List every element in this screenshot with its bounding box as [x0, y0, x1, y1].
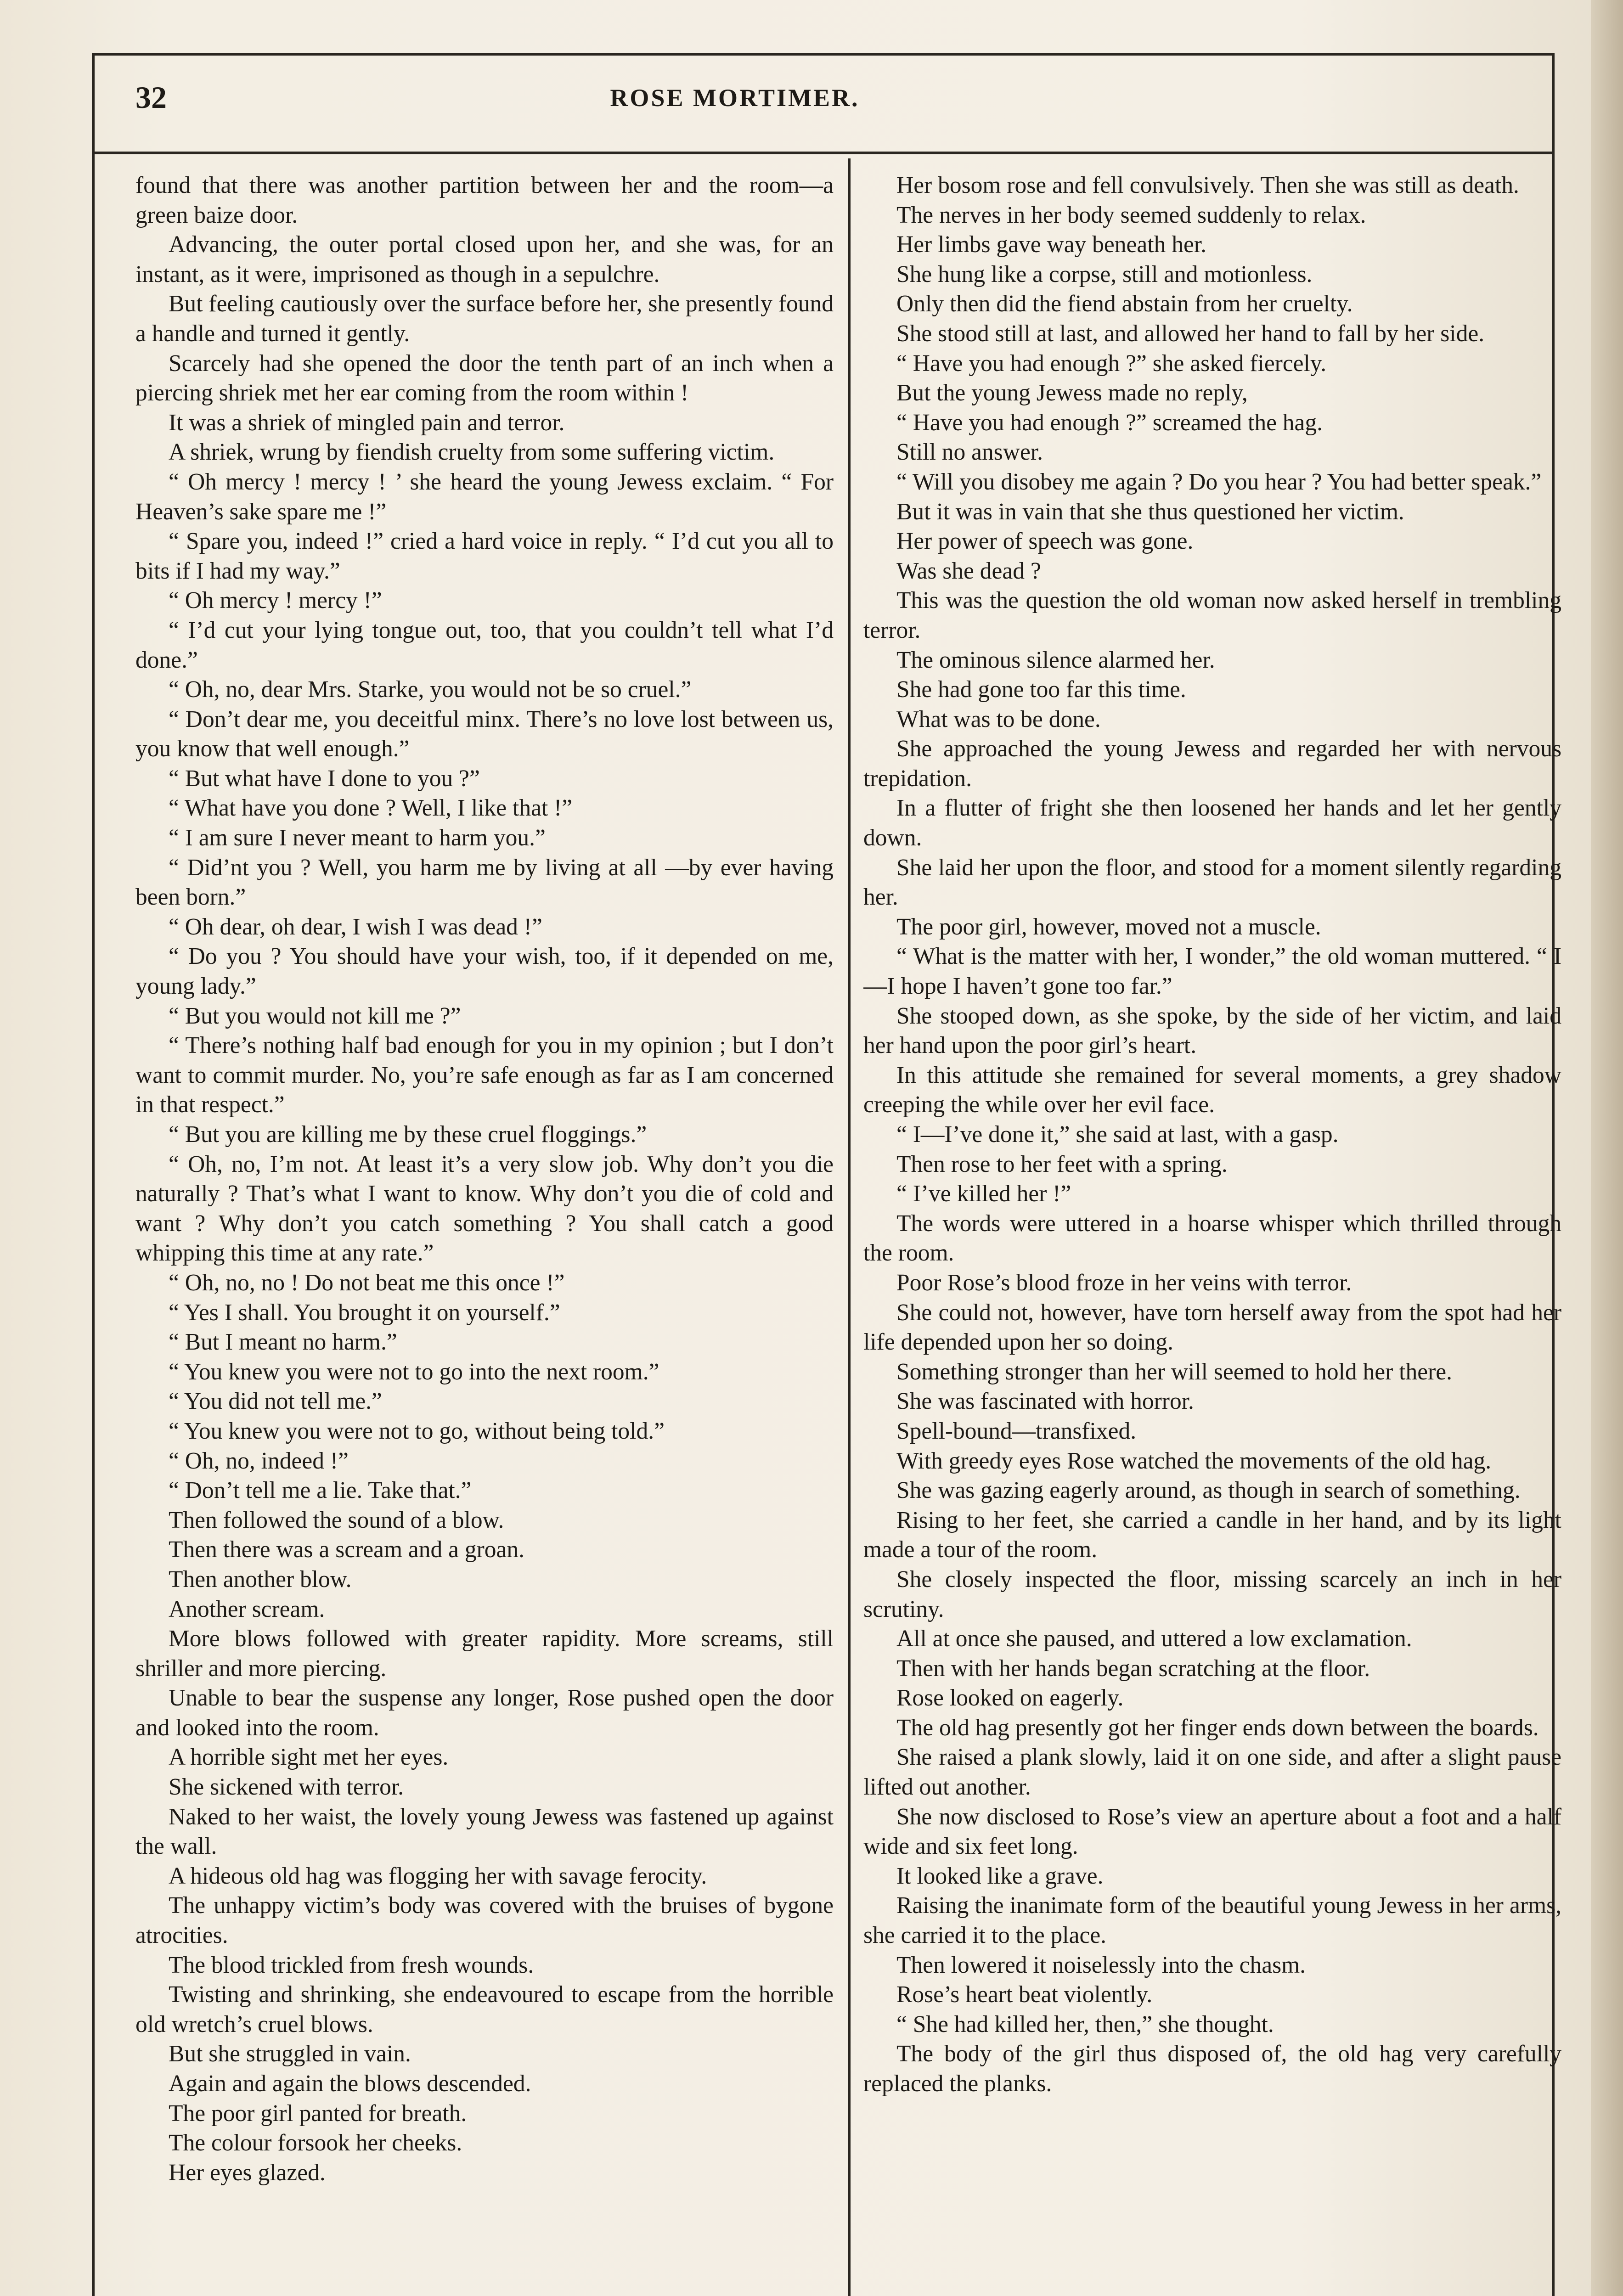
left-column: [135, 171, 834, 2296]
paragraph: She stood still at last, and allowed her hand to fall by her side.: [896, 320, 1485, 347]
paragraph: More blows followed with greater rapidity. More screams, still shriller and more piercing.: [135, 1626, 834, 1682]
paragraph: But feeling cautiously over the surface before her, she presently found a handle and turned it gently.: [135, 291, 834, 347]
paragraph: The nerves in her body seemed suddenly to relax.: [896, 202, 1366, 228]
column-divider: [848, 158, 851, 2296]
paragraph: She had gone too far this time.: [896, 676, 1186, 703]
paragraph: Then there was a scream and a groan.: [169, 1536, 524, 1563]
paragraph: Poor Rose’s blood froze in her veins with terror.: [896, 1269, 1352, 1296]
paragraph: The old hag presently got her finger ends down between the boards.: [896, 1714, 1539, 1741]
paragraph: “ You did not tell me.”: [169, 1388, 382, 1415]
paragraph: A hideous old hag was flogging her with savage ferocity.: [169, 1863, 707, 1889]
paragraph: “ Oh, no, dear Mrs. Starke, you would not be so cruel.”: [169, 676, 692, 703]
paragraph: She was gazing eagerly around, as though in search of something.: [896, 1477, 1521, 1504]
paragraph: Her limbs gave way beneath her.: [896, 231, 1206, 258]
paragraph: “ There’s nothing half bad enough for you in my opinion ; but I don’t want to commit murder. No, you’re safe enough as far as I am concerned in that respect.”: [135, 1032, 834, 1118]
paragraph: In this attitude she remained for several moments, a grey shadow creeping the while over her evil face.: [863, 1062, 1561, 1118]
paragraph: This was the question the old woman now asked herself in trembling terror.: [863, 587, 1561, 643]
paragraph: Something stronger than her will seemed to hold her there.: [896, 1358, 1452, 1385]
paragraph: found that there was another partition between her and the room—a green baize door.: [135, 172, 834, 228]
paragraph: “ Spare you, indeed !” cried a hard voice in reply. “ I’d cut you all to bits if I had my way.”: [135, 528, 834, 584]
paragraph: “ I’ve killed her !”: [896, 1181, 1071, 1207]
paragraph: She closely inspected the floor, missing scarcely an inch in her scrutiny.: [863, 1566, 1561, 1622]
paragraph: But she struggled in vain.: [169, 2041, 411, 2067]
paragraph: Naked to her waist, the lovely young Jewess was fastened up against the wall.: [135, 1803, 834, 1860]
paragraph: The ominous silence alarmed her.: [896, 647, 1215, 673]
paragraph: The unhappy victim’s body was covered with the bruises of bygone atrocities.: [135, 1892, 834, 1949]
paragraph: Was she dead ?: [896, 557, 1041, 584]
paragraph: “ She had killed her, then,” she thought.: [896, 2011, 1274, 2037]
paragraph: “ Do you ? You should have your wish, too, if it depended on me, young lady.”: [135, 943, 834, 1000]
paragraph: “ Have you had enough ?” screamed the hag.: [896, 409, 1323, 436]
paragraph: Another scream.: [169, 1596, 325, 1622]
paragraph: “ I—I’ve done it,” she said at last, with a gasp.: [896, 1121, 1339, 1148]
paragraph: What was to be done.: [896, 706, 1101, 732]
paragraph: Spell-bound—transfixed.: [896, 1418, 1137, 1444]
paragraph: The body of the girl thus disposed of, the old hag very carefully replaced the planks.: [863, 2041, 1561, 2097]
paragraph: She raised a plank slowly, laid it on one side, and after a slight pause lifted out another.: [863, 1744, 1561, 1801]
paragraph: Advancing, the outer portal closed upon her, and she was, for an instant, as it were, imprisoned as though in a sepulchre.: [135, 231, 834, 287]
paragraph: “ Have you had enough ?” she asked fiercely.: [896, 350, 1327, 377]
paragraph: “ Don’t dear me, you deceitful minx. There’s no love lost between us, you know that well enough.”: [135, 706, 834, 762]
page-spine-edge: [1591, 0, 1623, 2296]
paragraph: The colour forsook her cheeks.: [169, 2130, 462, 2156]
paragraph: Twisting and shrinking, she endeavoured to escape from the horrible old wretch’s cruel blows.: [135, 1981, 834, 2037]
paragraph: A shriek, wrung by fiendish cruelty from some suffering victim.: [169, 439, 775, 466]
paragraph: She stooped down, as she spoke, by the side of her victim, and laid her hand upon the poor girl’s heart.: [863, 1002, 1561, 1059]
paragraph: Rose’s heart beat violently.: [896, 1981, 1153, 2008]
paragraph: “ Oh, no, indeed !”: [169, 1447, 349, 1474]
paragraph: Rising to her feet, she carried a candle in her hand, and by its light made a tour of the room.: [863, 1507, 1561, 1563]
paragraph: Then another blow.: [169, 1566, 352, 1593]
paragraph: Scarcely had she opened the door the tenth part of an inch when a piercing shriek met her ear coming from the room within !: [135, 350, 834, 406]
paragraph: She approached the young Jewess and regarded her with nervous trepidation.: [863, 736, 1561, 792]
paragraph: “ Will you disobey me again ? Do you hear ? You had better speak.”: [896, 468, 1542, 495]
paragraph: The poor girl panted for breath.: [169, 2100, 467, 2127]
paragraph: The blood trickled from fresh wounds.: [169, 1952, 534, 1978]
paragraph: “ What is the matter with her, I wonder,” the old woman muttered. “ I—I hope I haven’t gone too far.”: [863, 943, 1561, 1000]
paragraph: “ I am sure I never meant to harm you.”: [169, 825, 546, 851]
right-column: [863, 171, 1561, 2296]
paragraph: She could not, however, have torn herself away from the spot had her life depended upon her so doing.: [863, 1299, 1561, 1356]
paragraph: In a flutter of fright she then loosened her hands and let her gently down.: [863, 795, 1561, 851]
paragraph: Raising the inanimate form of the beautiful young Jewess in her arms, she carried it to the place.: [863, 1892, 1561, 1949]
paragraph: “ I’d cut your lying tongue out, too, that you couldn’t tell what I’d done.”: [135, 617, 834, 673]
paragraph: “ But you would not kill me ?”: [169, 1002, 461, 1029]
paragraph: Her eyes glazed.: [169, 2159, 326, 2186]
paragraph: Rose looked on eagerly.: [896, 1685, 1124, 1711]
paragraph: “ You knew you were not to go, without being told.”: [169, 1418, 665, 1444]
paragraph: Only then did the fiend abstain from her cruelty.: [896, 291, 1353, 317]
paragraph: Then followed the sound of a blow.: [169, 1507, 504, 1533]
paragraph: Her power of speech was gone.: [896, 528, 1194, 555]
paragraph: She laid her upon the floor, and stood for a moment silently regarding her.: [863, 854, 1561, 911]
running-head: ROSE MORTIMER.: [610, 84, 860, 112]
paragraph: Her bosom rose and fell convulsively. Then she was still as death.: [896, 172, 1519, 198]
paragraph: “ But I meant no harm.”: [169, 1329, 397, 1356]
paragraph: “ Yes I shall. You brought it on yourself.”: [169, 1299, 560, 1326]
paragraph: Unable to bear the suspense any longer, Rose pushed open the door and looked into the room.: [135, 1685, 834, 1741]
paragraph: She was fascinated with horror.: [896, 1388, 1194, 1415]
paragraph: She now disclosed to Rose’s view an aperture about a foot and a half wide and six feet long.: [863, 1803, 1561, 1860]
page-number: 32: [135, 80, 167, 115]
paragraph: The poor girl, however, moved not a muscle.: [896, 913, 1321, 940]
paragraph: Then with her hands began scratching at the floor.: [896, 1655, 1370, 1682]
paragraph: But the young Jewess made no reply,: [896, 380, 1248, 406]
paragraph: All at once she paused, and uttered a low exclamation.: [896, 1626, 1412, 1652]
paragraph: “ Oh dear, oh dear, I wish I was dead !”: [169, 913, 542, 940]
paragraph: A horrible sight met her eyes.: [169, 1744, 449, 1771]
paragraph: Again and again the blows descended.: [169, 2071, 531, 2097]
paragraph: Then rose to her feet with a spring.: [896, 1151, 1228, 1177]
header-rule: [92, 152, 1555, 154]
paragraph: “ Oh, no, no ! Do not beat me this once !”: [169, 1269, 565, 1296]
paragraph: “ You knew you were not to go into the next room.”: [169, 1358, 659, 1385]
paragraph: But it was in vain that she thus questioned her victim.: [896, 498, 1404, 525]
paragraph: It was a shriek of mingled pain and terror.: [169, 409, 565, 436]
paragraph: Still no answer.: [896, 439, 1043, 466]
paragraph: She hung like a corpse, still and motionless.: [896, 261, 1313, 287]
paragraph: The words were uttered in a hoarse whisper which thrilled through the room.: [863, 1210, 1561, 1266]
paragraph: It looked like a grave.: [896, 1863, 1104, 1889]
paragraph: “ What have you done ? Well, I like that !”: [169, 795, 573, 822]
paragraph: “ Oh, no, I’m not. At least it’s a very slow job. Why don’t you die naturally ? That’s what I want to know. Why don’t you die of cold and want ? Why don’t you catch something ? You shall catch a good whipping this time at any rate.”: [135, 1151, 834, 1266]
paragraph: “ Oh mercy ! mercy ! ’ she heard the young Jewess exclaim. “ For Heaven’s sake spare me !”: [135, 468, 834, 525]
paragraph: She sickened with terror.: [169, 1774, 404, 1801]
paragraph: With greedy eyes Rose watched the movements of the old hag.: [896, 1447, 1492, 1474]
paragraph: “ Did’nt you ? Well, you harm me by living at all —by ever having been born.”: [135, 854, 834, 911]
paragraph: “ But what have I done to you ?”: [169, 765, 480, 792]
paragraph: “ But you are killing me by these cruel floggings.”: [169, 1121, 647, 1148]
paragraph: “ Oh mercy ! mercy !”: [169, 587, 382, 614]
paragraph: Then lowered it noiselessly into the chasm.: [896, 1952, 1306, 1978]
paragraph: “ Don’t tell me a lie. Take that.”: [169, 1477, 472, 1504]
